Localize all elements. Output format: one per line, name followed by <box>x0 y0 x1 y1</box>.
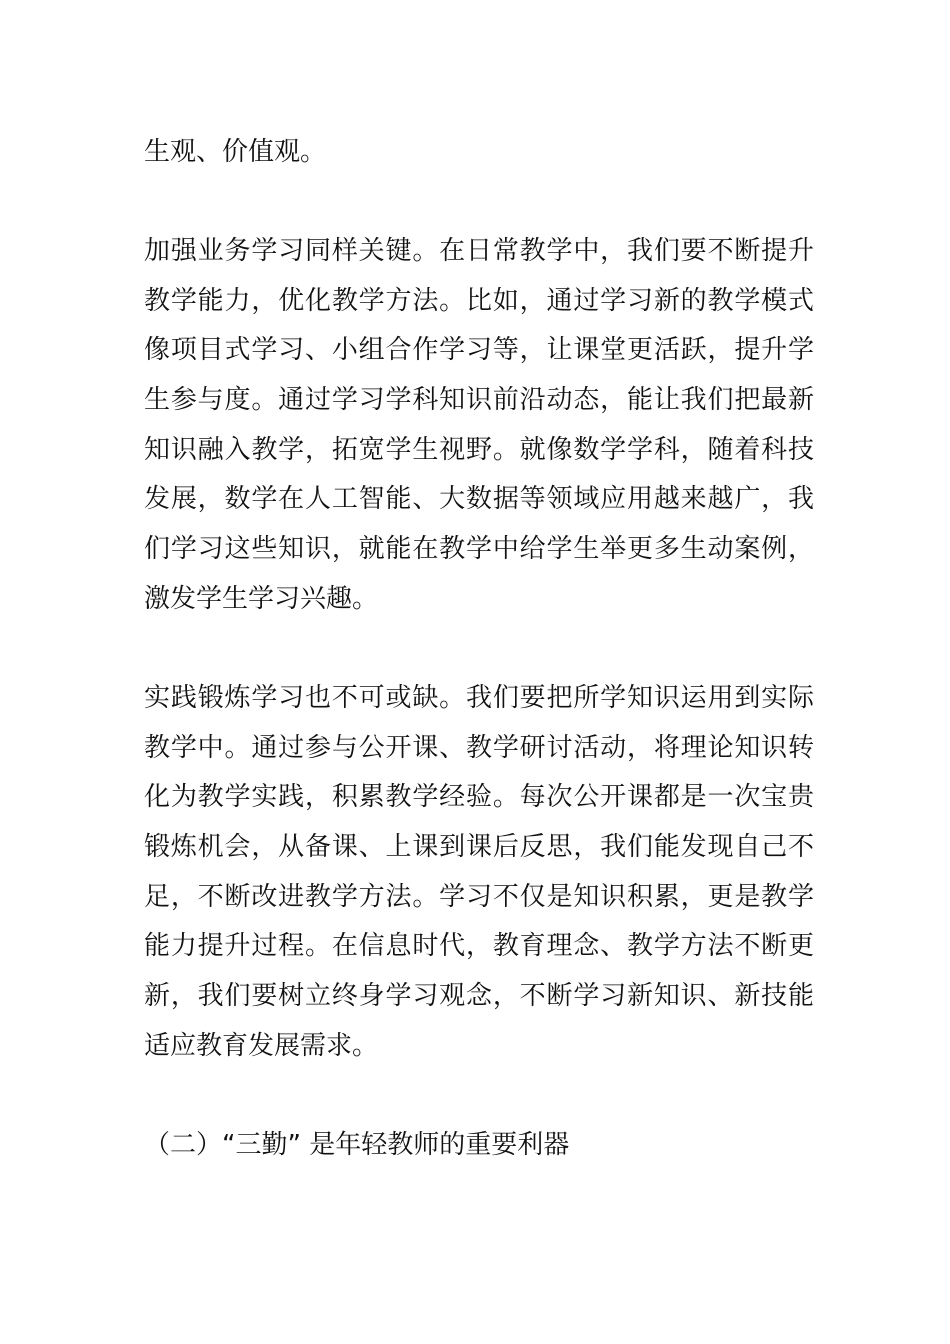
text-line: 们学习这些知识，就能在教学中给学生举更多生动案例， <box>144 534 814 564</box>
text-line: 实践锻炼学习也不可或缺。我们要把所学知识运用到实际 <box>144 683 814 713</box>
text-line: 像项目式学习、小组合作学习等，让课堂更活跃，提升学 <box>144 335 814 365</box>
text-line: 生参与度。通过学习学科知识前沿动态，能让我们把最新 <box>144 385 814 415</box>
text-line: 知识融入教学，拓宽学生视野。就像数学学科，随着科技 <box>144 435 814 465</box>
text-line: 教学中。通过参与公开课、教学研讨活动，将理论知识转 <box>144 733 814 763</box>
text-line: 化为教学实践，积累教学经验。每次公开课都是一次宝贵 <box>144 782 814 812</box>
text-line: 适应教育发展需求。 <box>144 1031 379 1061</box>
text-line: 发展，数学在人工智能、大数据等领域应用越来越广，我 <box>144 484 814 514</box>
text-line: 能力提升过程。在信息时代，教育理念、教学方法不断更 <box>144 931 814 961</box>
text-line: 加强业务学习同样关键。在日常教学中，我们要不断提升 <box>144 236 814 266</box>
text-line: 新，我们要树立终身学习观念，不断学习新知识、新技能 <box>144 981 814 1011</box>
section-heading: （二）“三勤” 是年轻教师的重要利器 <box>144 1130 570 1160</box>
text-line: 教学能力，优化教学方法。比如，通过学习新的教学模式 <box>144 286 814 316</box>
text-line: 足，不断改进教学方法。学习不仅是知识积累，更是教学 <box>144 882 814 912</box>
text-line: 锻炼机会，从备课、上课到课后反思，我们能发现自己不 <box>144 832 814 862</box>
text-line: 生观、价值观。 <box>144 137 327 167</box>
text-line: 激发学生学习兴趣。 <box>144 584 379 614</box>
